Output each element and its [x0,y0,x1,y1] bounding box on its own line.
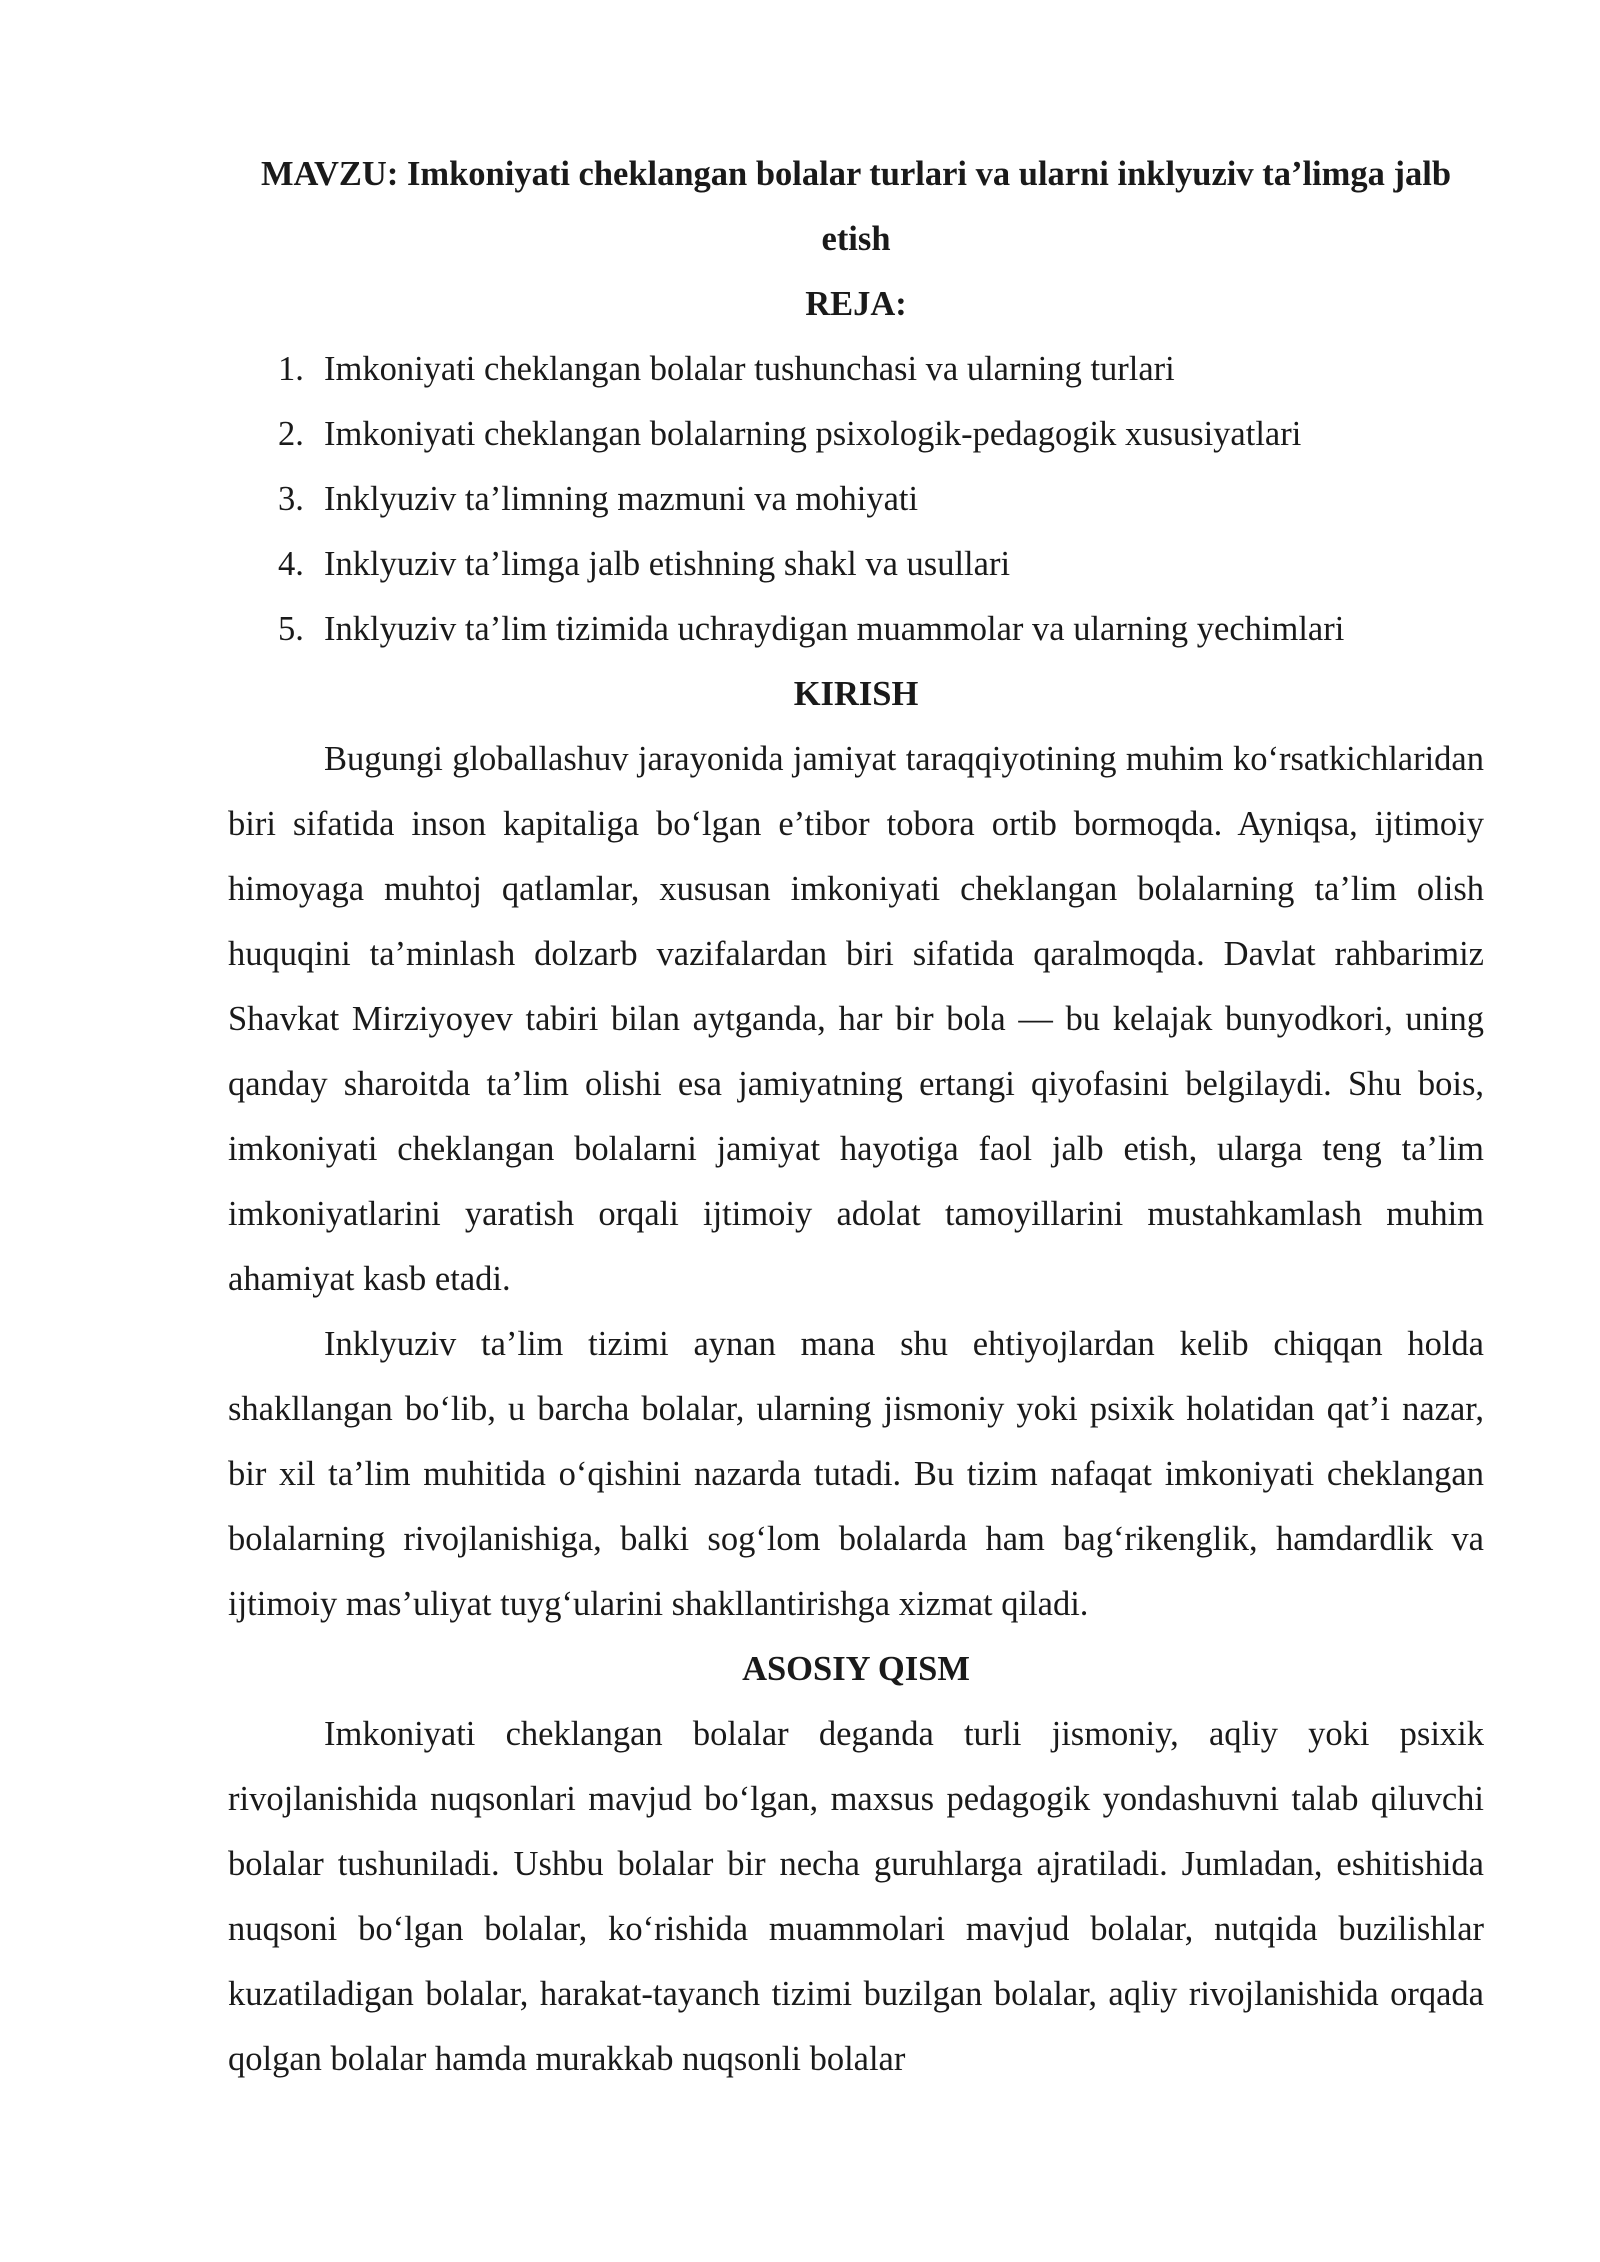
plan-item [278,532,1484,597]
document-page [228,142,1484,2092]
plan-item [278,402,1484,467]
plan-item-text: Inklyuziv ta’lim tizimida uchraydigan muammolar va ularning yechimlari [324,610,1345,648]
plan-item-number: 5. [278,610,304,648]
plan-heading: REJA: [805,285,907,323]
plan-list [228,337,1484,662]
main-paragraph: Imkoniyati cheklangan bolalar deganda turli jismoniy, aqliy yoki psixik rivojlanishida nuqsonlari mavjud bo‘lgan, maxsus pedagogik yondashuvni talab qiluvchi bolalar tushuniladi. Ushbu bolalar bir necha guruhlarga ajratiladi. Jumladan, eshitishida nuqsoni bo‘lgan bolalar, ko‘rishida muammolari mavjud bolalar, nutqida buzilishlar kuzatiladigan bolalar, harakat-tayanch tizimi buzilgan bolalar, aqliy rivojlanishida orqada qolgan bolalar hamda murakkab nuqsonli bolalar [228,1715,1484,2078]
document-title: MAVZU: Imkoniyati cheklangan bolalar turlari va ularni inklyuziv ta’limga jalb etish [260,155,1452,258]
plan-item [278,337,1484,402]
plan-item-number: 2. [278,415,304,453]
plan-item-text: Inklyuziv ta’limga jalb etishning shakl va usullari [324,545,1011,583]
plan-item-number: 3. [278,480,304,518]
plan-item [278,597,1484,662]
intro-paragraph: Bugungi globallashuv jarayonida jamiyat taraqqiyotining muhim ko‘rsatkichlaridan biri sifatida inson kapitaliga bo‘lgan e’tibor tobora ortib bormoqda. Ayniqsa, ijtimoiy himoyaga muhtoj qatlamlar, xususan imkoniyati cheklangan bolalarning ta’lim olish huquqini ta’minlash dolzarb vazifalardan biri sifatida qaralmoqda. Davlat rahbarimiz Shavkat Mirziyoyev tabiri bilan aytganda, har bir bola — bu kelajak bunyodkori, uning qanday sharoitda ta’lim olishi esa jamiyatning ertangi qiyofasini belgilaydi. Shu bois, imkoniyati cheklangan bolalarni jamiyat hayotiga faol jalb etish, ularga teng ta’lim imkoniyatlarini yaratish orqali ijtimoiy adolat tamoyillarini mustahkamlash muhim ahamiyat kasb etadi. [228,740,1484,1298]
plan-item [278,467,1484,532]
plan-item-text: Imkoniyati cheklangan bolalarning psixologik-pedagogik xususiyatlari [324,415,1302,453]
intro-paragraph: Inklyuziv ta’lim tizimi aynan mana shu ehtiyojlardan kelib chiqqan holda shakllangan bo‘lib, u barcha bolalar, ularning jismoniy yoki psixik holatidan qat’i nazar, bir xil ta’lim muhitida o‘qishini nazarda tutadi. Bu tizim nafaqat imkoniyati cheklangan bolalarning rivojlanishiga, balki sog‘lom bolalarda ham bag‘rikenglik, hamdardlik va ijtimoiy mas’uliyat tuyg‘ularini shakllantirishga xizmat qiladi. [228,1325,1484,1623]
plan-item-text: Imkoniyati cheklangan bolalar tushunchasi va ularning turlari [324,350,1175,388]
plan-item-number: 4. [278,545,304,583]
intro-heading: KIRISH [793,675,919,713]
plan-item-text: Inklyuziv ta’limning mazmuni va mohiyati [324,480,919,518]
plan-item-number: 1. [278,350,304,388]
main-heading: ASOSIY QISM [742,1650,970,1688]
